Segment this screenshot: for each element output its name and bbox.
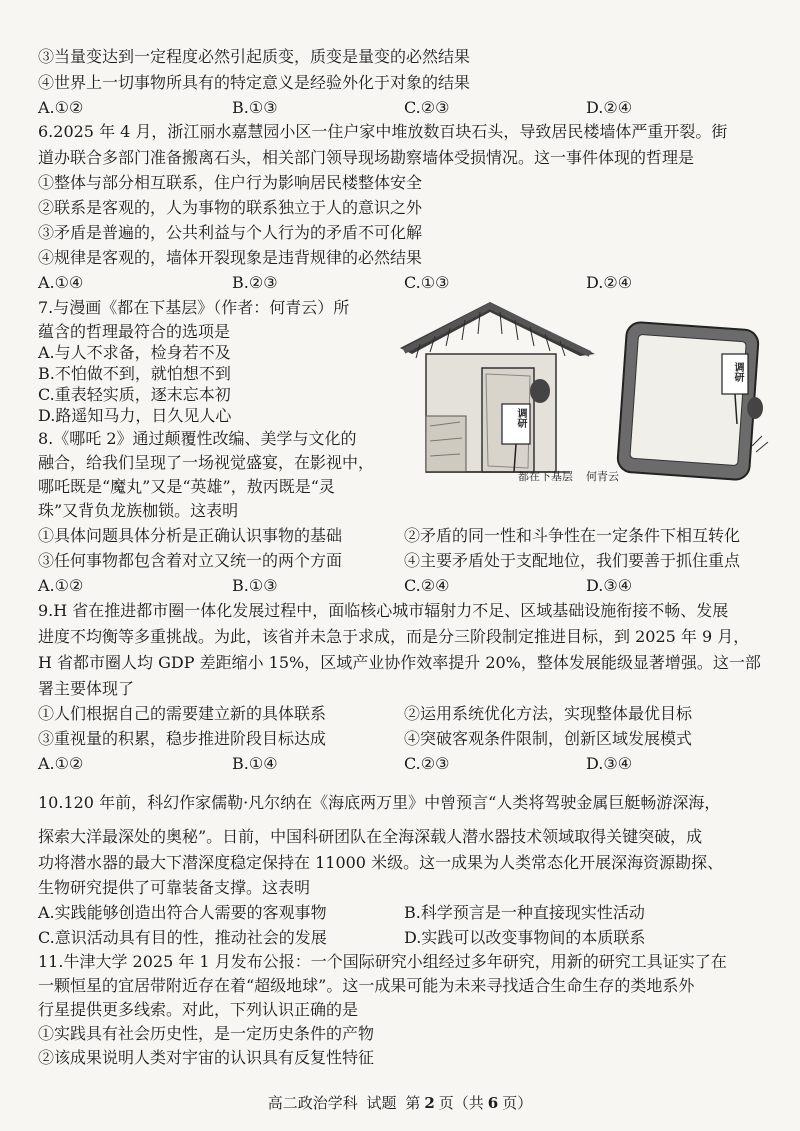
q11-stem-line-2: 一颗恒星的宜居带附近存在着“超级地球”。这一成果可能为未来寻找适合生命生存的类地系外	[38, 976, 695, 995]
cartoon-caption-title: 都在下基层	[518, 470, 573, 483]
cartoon-drawing	[390, 296, 780, 486]
q8-statement-3: ③任何事物都包含着对立又统一的两个方面	[38, 551, 343, 570]
q8-option-d: D.③④	[586, 576, 633, 595]
thatched-hut	[400, 302, 595, 472]
cartoon-sign-right: 调研	[732, 362, 743, 382]
q9-stem-line-4: 署主要体现了	[38, 679, 135, 698]
q10-option-a: A.实践能够创造出符合人需要的客观事物	[38, 903, 327, 922]
q8-statement-2: ②矛盾的同一性和斗争性在一定条件下相互转化	[404, 526, 741, 545]
q6-statement-2: ②联系是客观的，人为事物的联系独立于人的意识之外	[38, 198, 423, 217]
footer-page-number: 2	[424, 1094, 435, 1112]
q6-option-a: A.①④	[38, 273, 84, 292]
q7-option-b: B.不怕做不到，就怕想不到	[38, 364, 231, 383]
q6-statement-3: ③矛盾是普遍的，公共利益与个人行为的矛盾不可化解	[38, 223, 423, 242]
q11-stem-line-3: 行星提供更多线索。对此，下列认识正确的是	[38, 1000, 359, 1019]
q7-option-c: C.重表轻实质，逐末忘本初	[38, 385, 231, 404]
footer-page-prefix: 第	[405, 1094, 421, 1112]
prev-option-d: D.②④	[586, 98, 633, 117]
q10-stem-line-1: 10.120 年前，科幻作家儒勒·凡尔纳在《海底两万里》中曾预言“人类将驾驶金属巨艇畅游深海，	[38, 793, 721, 812]
footer-page-suffix: 页）	[502, 1094, 533, 1112]
q8-stem-line-2: 融合，给我们呈现了一场视觉盛宴，在影视中，	[38, 453, 375, 472]
q8-stem-line-4: 珠”又背负龙族枷锁。这表明	[38, 501, 239, 520]
q9-statement-2: ②运用系统优化方法，实现整体最优目标	[404, 704, 693, 723]
q8-statement-1: ①具体问题具体分析是正确认识事物的基础	[38, 526, 343, 545]
q10-option-d: D.实践可以改变事物间的本质联系	[404, 928, 646, 947]
q7-option-a: A.与人不求备，检身若不及	[38, 343, 231, 362]
q7-option-d: D.路遥知马力，日久见人心	[38, 406, 232, 425]
q11-statement-1: ①实践具有社会历史性，是一定历史条件的产物	[38, 1024, 375, 1043]
q8-stem-line-3: 哪吒既是“魔丸”又是“英雄”，敖丙既是“灵	[38, 477, 335, 496]
cartoon-illustration	[390, 296, 780, 486]
tablet-screen	[617, 322, 768, 481]
q6-option-b: B.②③	[232, 273, 278, 292]
q10-stem-line-4: 生物研究提供了可靠装备支撑。这表明	[38, 878, 311, 897]
q9-stem-line-1: 9.H 省在推进都市圈一体化发展过程中，面临核心城市辐射力不足、区域基础设施衔接不畅、发展	[38, 601, 729, 620]
prev-statement-4: ④世界上一切事物所具有的特定意义是经验外化于对象的结果	[38, 73, 471, 92]
page-footer	[0, 1092, 800, 1113]
q10-stem-line-3: 功将潜水器的最大下潜深度稳定保持在 11000 米级。这一成果为人类常态化开展深海资源勘探、	[38, 853, 724, 872]
q9-option-c: C.②③	[404, 754, 450, 773]
footer-page-total: 6	[487, 1094, 499, 1112]
q6-stem-line-2: 道办联合多部门准备搬离石头，相关部门领导现场勘察墙体受损情况。这一事件体现的哲理是	[38, 148, 695, 167]
q8-option-c: C.②④	[404, 576, 450, 595]
q9-statement-4: ④突破客观条件限制，创新区域发展模式	[404, 729, 693, 748]
q6-option-c: C.①③	[404, 273, 450, 292]
prev-option-b: B.①③	[232, 98, 278, 117]
q7-stem-line-1: 7.与漫画《都在下基层》（作者：何青云）所	[38, 298, 350, 317]
q9-stem-line-3: H 省都市圈人均 GDP 差距缩小 15%，区域产业协作效率提升 20%，整体发展能级显著增强。这一部	[38, 653, 761, 672]
footer-subject: 高二政治学科	[267, 1094, 358, 1112]
cartoon-sign-left: 调研	[515, 408, 526, 428]
footer-exam: 试题	[366, 1094, 397, 1112]
q6-statement-1: ①整体与部分相互联系，住户行为影响居民楼整体安全	[38, 173, 423, 192]
q9-option-d: D.③④	[586, 754, 633, 773]
q8-statement-4: ④主要矛盾处于支配地位，我们要善于抓住重点	[404, 551, 741, 570]
q10-option-b: B.科学预言是一种直接现实性活动	[404, 903, 645, 922]
prev-option-c: C.②③	[404, 98, 450, 117]
q11-stem-line-1: 11.牛津大学 2025 年 1 月发布公报：一个国际研究小组经过多年研究，用新的研究工具证实了在	[38, 952, 727, 971]
q8-option-a: A.①②	[38, 576, 84, 595]
q9-option-b: B.①④	[232, 754, 278, 773]
prev-statement-3: ③当量变达到一定程度必然引起质变，质变是量变的必然结果	[38, 47, 471, 66]
q10-option-c: C.意识活动具有目的性，推动社会的发展	[38, 928, 327, 947]
q9-statement-1: ①人们根据自己的需要建立新的具体联系	[38, 704, 327, 723]
q11-statement-2: ②该成果说明人类对宇宙的认识具有反复性特征	[38, 1048, 375, 1067]
q9-statement-3: ③重视量的积累，稳步推进阶段目标达成	[38, 729, 327, 748]
q8-option-b: B.①③	[232, 576, 278, 595]
q10-stem-line-2: 探索大洋最深处的奥秘”。日前，中国科研团队在全海深载人潜水器技术领域取得关键突破，成	[38, 827, 703, 846]
q6-statement-4: ④规律是客观的，墙体开裂现象是违背规律的必然结果	[38, 248, 423, 267]
q7-stem-line-2: 蕴含的哲理最符合的选项是	[38, 322, 231, 341]
q9-option-a: A.①②	[38, 754, 84, 773]
q8-stem-line-1: 8.《哪吒 2》通过颠覆性改编、美学与文化的	[38, 429, 357, 448]
q9-stem-line-2: 进度不均衡等多重挑战。为此，该省并未急于求成，而是分三阶段制定推进目标，到 2025 年 9 月，	[38, 627, 750, 646]
footer-page-mid: 页（共	[438, 1094, 484, 1112]
q6-option-d: D.②④	[586, 273, 633, 292]
cartoon-caption-author: 何青云	[586, 470, 619, 483]
prev-option-a: A.①②	[38, 98, 84, 117]
q6-stem-line-1: 6.2025 年 4 月，浙江丽水嘉慧园小区一住户家中堆放数百块石头，导致居民楼墙体严重开裂。街	[38, 122, 728, 141]
